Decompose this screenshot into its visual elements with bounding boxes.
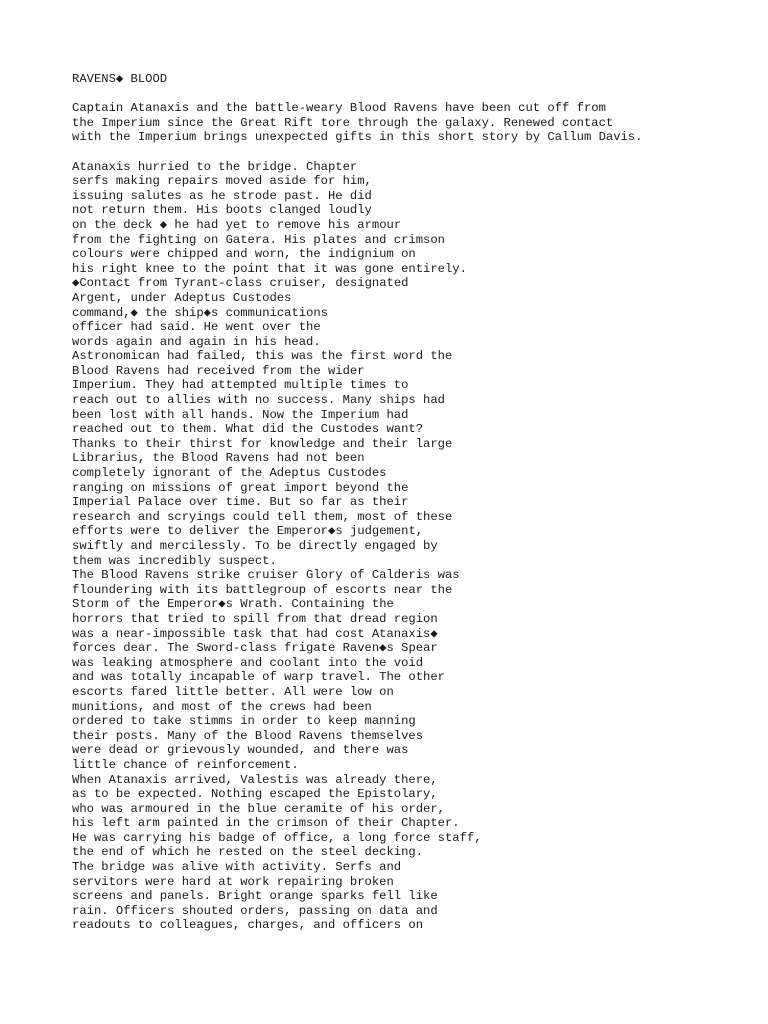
text-line: been lost with all hands. Now the Imperium had [72, 407, 409, 422]
text-line: their posts. Many of the Blood Ravens themselves [72, 728, 424, 743]
text-line: ◆Contact from Tyrant-class cruiser, designated [72, 276, 409, 291]
text-line: completely ignorant of the Adeptus Custodes [72, 466, 387, 481]
text-line: Argent, under Adeptus Custodes [72, 290, 292, 305]
text-line: colours were chipped and worn, the indignium on [72, 247, 416, 262]
text-line: When Atanaxis arrived, Valestis was already there, [72, 772, 438, 787]
text-line: The bridge was alive with activity. Serfs and [72, 860, 402, 875]
text-line: He was carrying his badge of office, a long force staff, [72, 830, 482, 845]
text-line: escorts fared little better. All were low on [72, 684, 394, 699]
text-line: servitors were hard at work repairing broken [72, 874, 394, 889]
text-line: reach out to allies with no success. Many ships had [72, 393, 445, 408]
text-line: Blood Ravens had received from the wider [72, 363, 365, 378]
text-line: reached out to them. What did the Custodes want? [72, 422, 424, 437]
text-line: little chance of reinforcement. [72, 757, 299, 772]
text-line: officer had said. He went over the [72, 320, 321, 335]
text-line: was a near-impossible task that had cost Atanaxis◆ [72, 626, 438, 641]
text-line: munitions, and most of the crews had been [72, 699, 372, 714]
text-line: issuing salutes as he strode past. He did [72, 188, 372, 203]
text-line: The Blood Ravens strike cruiser Glory of Calderis was [72, 568, 460, 583]
text-line: Captain Atanaxis and the battle-weary Blood Ravens have been cut off from [72, 101, 606, 116]
text-line: as to be expected. Nothing escaped the Epistolary, [72, 787, 438, 802]
document-page [72, 72, 712, 933]
text-line: Librarius, the Blood Ravens had not been [72, 451, 365, 466]
text-line: his right knee to the point that it was gone entirely. [72, 261, 467, 276]
text-line: floundering with its battlegroup of escorts near the [72, 582, 453, 597]
text-line: efforts were to deliver the Emperor◆s judgement, [72, 524, 424, 539]
text-line: his left arm painted in the crimson of their Chapter. [72, 816, 460, 831]
text-line: rain. Officers shouted orders, passing on data and [72, 903, 438, 918]
text-line: Thanks to their thirst for knowledge and their large [72, 436, 453, 451]
text-line: horrors that tried to spill from that dread region [72, 611, 438, 626]
text-line: the Imperium since the Great Rift tore through the galaxy. Renewed contact [72, 115, 614, 130]
text-line: command,◆ the ship◆s communications [72, 305, 329, 320]
text-line: words again and again in his head. [72, 334, 321, 349]
text-line: swiftly and mercilessly. To be directly engaged by [72, 539, 438, 553]
document-title: RAVENS◆ BLOOD [72, 72, 168, 86]
text-line: ranging on missions of great import beyond the [72, 480, 409, 495]
text-line: on the deck ◆ he had yet to remove his armour [72, 217, 402, 232]
text-line: Imperium. They had attempted multiple times to [72, 378, 409, 393]
text-line: Atanaxis hurried to the bridge. Chapter [72, 159, 358, 174]
text-line: not return them. His boots clanged loudly [72, 203, 372, 218]
text-line: was leaking atmosphere and coolant into the void [72, 655, 424, 670]
text-line: who was armoured in the blue ceramite of his order, [72, 801, 445, 816]
text-line: research and scryings could tell them, most of these [72, 509, 453, 524]
text-line: the end of which he rested on the steel decking. [72, 845, 424, 860]
text-line: Astronomican had failed, this was the first word the [72, 349, 453, 364]
text-line: serfs making repairs moved aside for him, [72, 174, 372, 189]
text-line: readouts to colleagues, charges, and officers on [72, 918, 424, 933]
text-line: from the fighting on Gatera. His plates and crimson [72, 232, 445, 247]
text-line: were dead or grievously wounded, and there was [72, 743, 409, 758]
text-line: Storm of the Emperor◆s Wrath. Containing the [72, 597, 394, 612]
story-body [72, 160, 712, 933]
text-line: ordered to take stimms in order to keep manning [72, 714, 416, 729]
text-line: and was totally incapable of warp travel. The other [72, 670, 445, 685]
text-line: Imperial Palace over time. But so far as their [72, 495, 409, 510]
text-line: forces dear. The Sword-class frigate Raven◆s Spear [72, 641, 438, 656]
text-line: screens and panels. Bright orange sparks fell like [72, 889, 438, 904]
intro-paragraph [72, 101, 712, 145]
text-line: them was incredibly suspect. [72, 553, 277, 568]
text-line: with the Imperium brings unexpected gifts in this short story by Callum Davis. [72, 130, 643, 145]
